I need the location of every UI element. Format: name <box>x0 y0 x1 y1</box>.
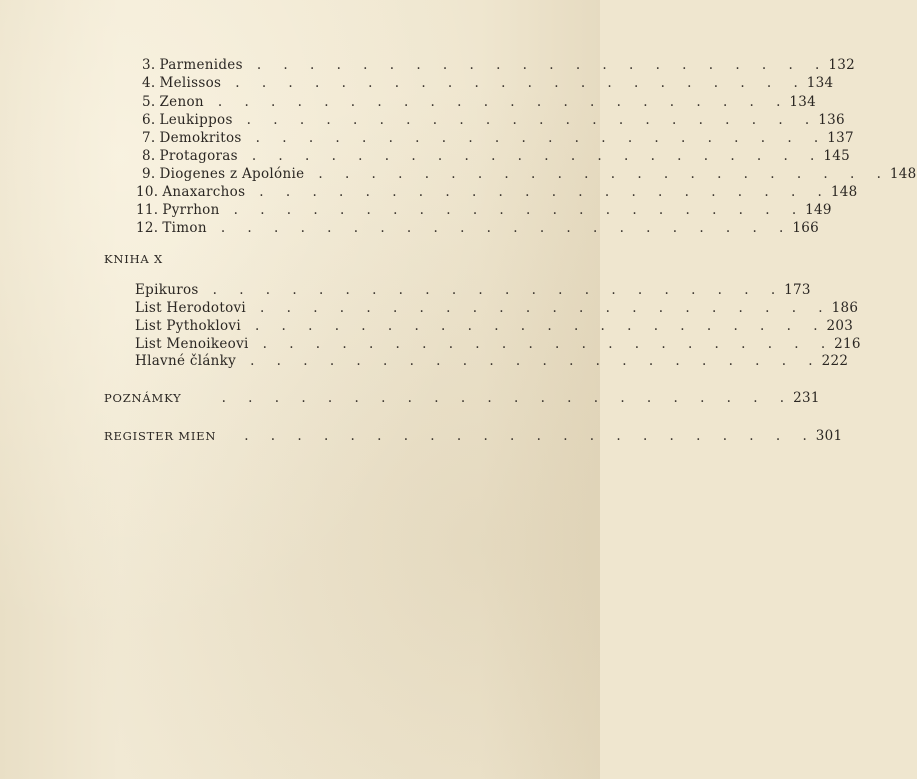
entry-page: 132 <box>828 57 856 73</box>
toc-entry-notes <box>104 390 820 408</box>
entry-number: 4. <box>142 75 156 91</box>
entry-title: List Menoikeovi <box>135 336 249 352</box>
entry-page: 134 <box>789 94 817 110</box>
toc-entry <box>142 112 845 130</box>
toc-entry <box>135 336 861 354</box>
dot-leader: . . . . . . . . . . . . . . . . . . . . . . <box>251 148 824 164</box>
entry-title: Parmenides <box>159 57 243 73</box>
entry-page: 216 <box>834 336 861 352</box>
entry-number: 6. <box>142 112 156 128</box>
entry-number: 12. <box>136 220 159 236</box>
toc-entry <box>142 130 854 148</box>
dot-leader: . . . . . . . . . . . . . . . . . . . . . . <box>260 300 832 316</box>
entry-number: 7. <box>142 130 156 146</box>
entry-page: 186 <box>831 300 859 316</box>
dot-leader: . . . . . . . . . . . . . . . . . . . . . . <box>244 428 816 444</box>
notes-page: 231 <box>793 390 820 406</box>
entry-page: 166 <box>792 220 820 236</box>
entry-title: Timon <box>162 220 207 236</box>
notes-title: POZNÁMKY <box>104 391 182 405</box>
toc-entry <box>135 300 859 318</box>
entry-page: 148 <box>889 166 917 182</box>
dot-leader: . . . . . . . . . . . . . . . . . . . . . . <box>212 282 785 298</box>
entry-title: Hlavné články <box>135 353 237 369</box>
dot-leader: . . . . . . . . . . . . . . . . . . . . . . <box>250 353 822 369</box>
dot-leader: . . . . . . . . . . . . . . . . . . . . . . <box>256 57 829 73</box>
toc-entry <box>135 318 854 336</box>
toc-entry <box>136 220 820 238</box>
dot-leader: . . . . . . . . . . . . . . . . . . . . . . <box>217 94 790 110</box>
register-title: REGISTER MIEN <box>104 429 217 443</box>
entry-number: 11. <box>136 202 159 218</box>
entry-page: 173 <box>784 282 811 298</box>
entry-title: Zenon <box>159 94 204 110</box>
toc-entry <box>142 166 917 184</box>
toc-entry <box>135 353 849 371</box>
dot-leader: . . . . . . . . . . . . . . . . . . . . . . <box>235 75 807 91</box>
entry-title: Demokritos <box>159 130 242 146</box>
entry-page: 136 <box>818 112 845 128</box>
toc-entry <box>142 57 856 75</box>
toc-entry <box>136 184 858 202</box>
dot-leader: . . . . . . . . . . . . . . . . . . . . . . <box>318 166 890 182</box>
entry-title: List Herodotovi <box>135 300 247 316</box>
entry-number: 8. <box>142 148 156 164</box>
entry-title: Epikuros <box>135 282 199 298</box>
entry-title: Anaxarchos <box>162 184 246 200</box>
dot-leader: . . . . . . . . . . . . . . . . . . . . . . <box>262 336 835 352</box>
entry-page: 148 <box>830 184 858 200</box>
dot-leader: . . . . . . . . . . . . . . . . . . . . . . <box>221 390 794 406</box>
entry-title: Protagoras <box>159 148 238 164</box>
entry-page: 134 <box>806 75 834 91</box>
entry-page: 222 <box>821 353 849 369</box>
entry-page: 149 <box>805 202 832 218</box>
toc-entry <box>142 148 851 166</box>
dot-leader: . . . . . . . . . . . . . . . . . . . . . . <box>259 184 831 200</box>
entry-title: Diogenes z Apolónie <box>159 166 305 182</box>
toc-entry <box>136 202 832 220</box>
dot-leader: . . . . . . . . . . . . . . . . . . . . . . <box>220 220 793 236</box>
toc-entry <box>142 75 834 93</box>
entry-number: 10. <box>136 184 159 200</box>
toc-entry <box>135 282 811 300</box>
toc-entry-register <box>104 428 843 446</box>
register-page: 301 <box>815 428 843 444</box>
entry-title: Leukippos <box>159 112 233 128</box>
entry-number: 9. <box>142 166 156 182</box>
dot-leader: . . . . . . . . . . . . . . . . . . . . . . <box>246 112 819 128</box>
entry-title: Melissos <box>159 75 222 91</box>
toc-entry <box>142 94 817 112</box>
dot-leader: . . . . . . . . . . . . . . . . . . . . . . <box>255 130 828 146</box>
entry-title: List Pythoklovi <box>135 318 241 334</box>
entry-page: 203 <box>826 318 854 334</box>
dot-leader: . . . . . . . . . . . . . . . . . . . . . . <box>233 202 806 218</box>
entry-title: Pyrrhon <box>162 202 220 218</box>
entry-number: 5. <box>142 94 156 110</box>
book-x-title: KNIHA X <box>104 252 163 266</box>
entry-number: 3. <box>142 57 156 73</box>
entry-page: 145 <box>823 148 851 164</box>
entry-page: 137 <box>827 130 854 146</box>
dot-leader: . . . . . . . . . . . . . . . . . . . . . . <box>254 318 827 334</box>
